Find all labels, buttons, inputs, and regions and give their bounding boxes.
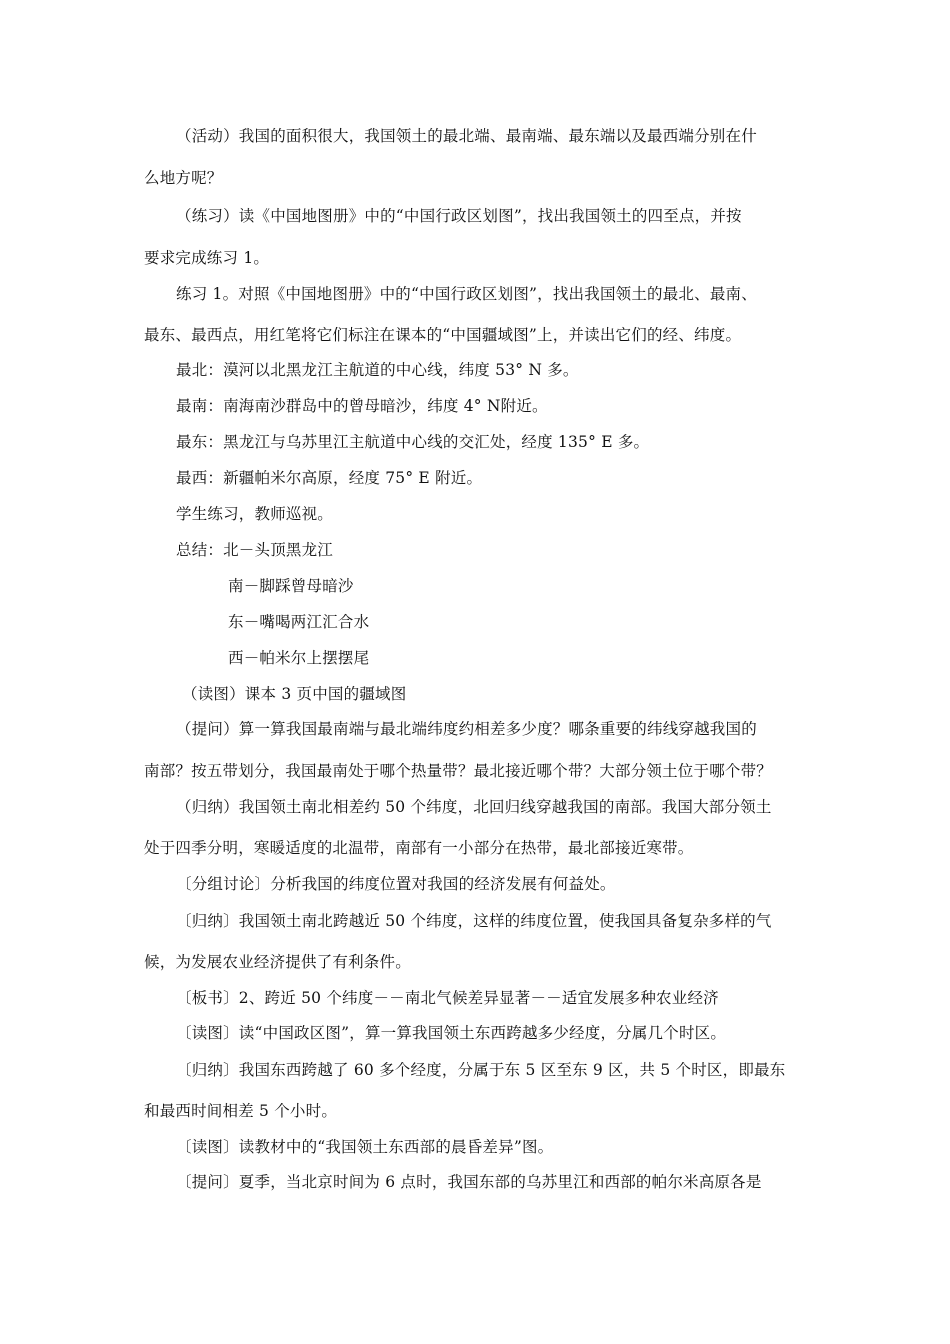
point-north: 最北：漠河以北黑龙江主航道的中心线，纬度 53° N 多。: [176, 361, 579, 379]
conclusion-economy: 〔归纳〕我国领土南北跨越近 50 个纬度，这样的纬度位置，使我国具备复杂多样的气: [176, 912, 772, 930]
paragraph-exercise-1: 练习 1。对照《中国地图册》中的“中国行政区划图”，找出我国领土的最北、最南、: [176, 285, 757, 303]
point-east: 最东：黑龙江与乌苏里江主航道中心线的交汇处，经度 135° E 多。: [176, 433, 650, 451]
summary-west: 西－帕米尔上摆摆尾: [228, 649, 370, 667]
point-west: 最西：新疆帕米尔高原，经度 75° E 附近。: [176, 469, 483, 487]
conclusion-latitude-cont: 处于四季分明，寒暖适度的北温带，南部有一小部分在热带，最北部接近寒带。: [144, 839, 694, 857]
paragraph-exercise-1-cont: 最东、最西点，用红笔将它们标注在课本的“中国疆域图”上，并读出它们的经、纬度。: [144, 326, 742, 344]
group-discussion: 〔分组讨论〕分析我国的纬度位置对我国的经济发展有何益处。: [176, 875, 616, 893]
read-map-textbook: （读图）课本 3 页中国的疆域图: [182, 685, 407, 703]
conclusion-longitude: 〔归纳〕我国东西跨越了 60 多个经度，分属于东 5 区至东 9 区，共 5 个时区，即最东: [176, 1061, 786, 1079]
conclusion-longitude-cont: 和最西时间相差 5 个小时。: [144, 1102, 338, 1120]
summary-north: 总结：北－头顶黑龙江: [176, 541, 334, 559]
question-time: 〔提问〕夏季，当北京时间为 6 点时，我国东部的乌苏里江和西部的帕尔米高原各是: [176, 1173, 762, 1191]
read-map-political: 〔读图〕读“中国政区图”，算一算我国领土东西跨越多少经度，分属几个时区。: [176, 1024, 727, 1042]
paragraph-practice: （练习）读《中国地图册》中的“中国行政区划图”，找出我国领土的四至点，并按: [176, 207, 742, 225]
summary-east: 东－嘴喝两江汇合水: [228, 613, 370, 631]
conclusion-economy-cont: 候，为发展农业经济提供了有利条件。: [144, 953, 411, 971]
point-south: 最南：南海南沙群岛中的曾母暗沙，纬度 4° N附近。: [176, 397, 548, 415]
paragraph-activity-cont: 么地方呢？: [144, 169, 223, 187]
conclusion-latitude: （归纳）我国领土南北相差约 50 个纬度，北回归线穿越我国的南部。我国大部分领土: [176, 798, 772, 816]
student-practice: 学生练习，教师巡视。: [176, 505, 334, 523]
read-map-daylight: 〔读图〕读教材中的“我国领土东西部的晨昏差异”图。: [176, 1138, 554, 1156]
question-latitude-cont: 南部？按五带划分，我国最南处于哪个热量带？最北接近哪个带？大部分领土位于哪个带？: [144, 762, 773, 780]
paragraph-activity: （活动）我国的面积很大，我国领土的最北端、最南端、最东端以及最西端分别在什: [176, 127, 757, 145]
question-latitude: （提问）算一算我国最南端与最北端纬度约相差多少度？哪条重要的纬线穿越我国的: [176, 720, 757, 738]
paragraph-practice-cont: 要求完成练习 1。: [144, 249, 270, 267]
summary-south: 南－脚踩曾母暗沙: [228, 577, 354, 595]
blackboard-note: 〔板书〕2、跨近 50 个纬度－－南北气候差异显著－－适宜发展多种农业经济: [176, 989, 719, 1007]
